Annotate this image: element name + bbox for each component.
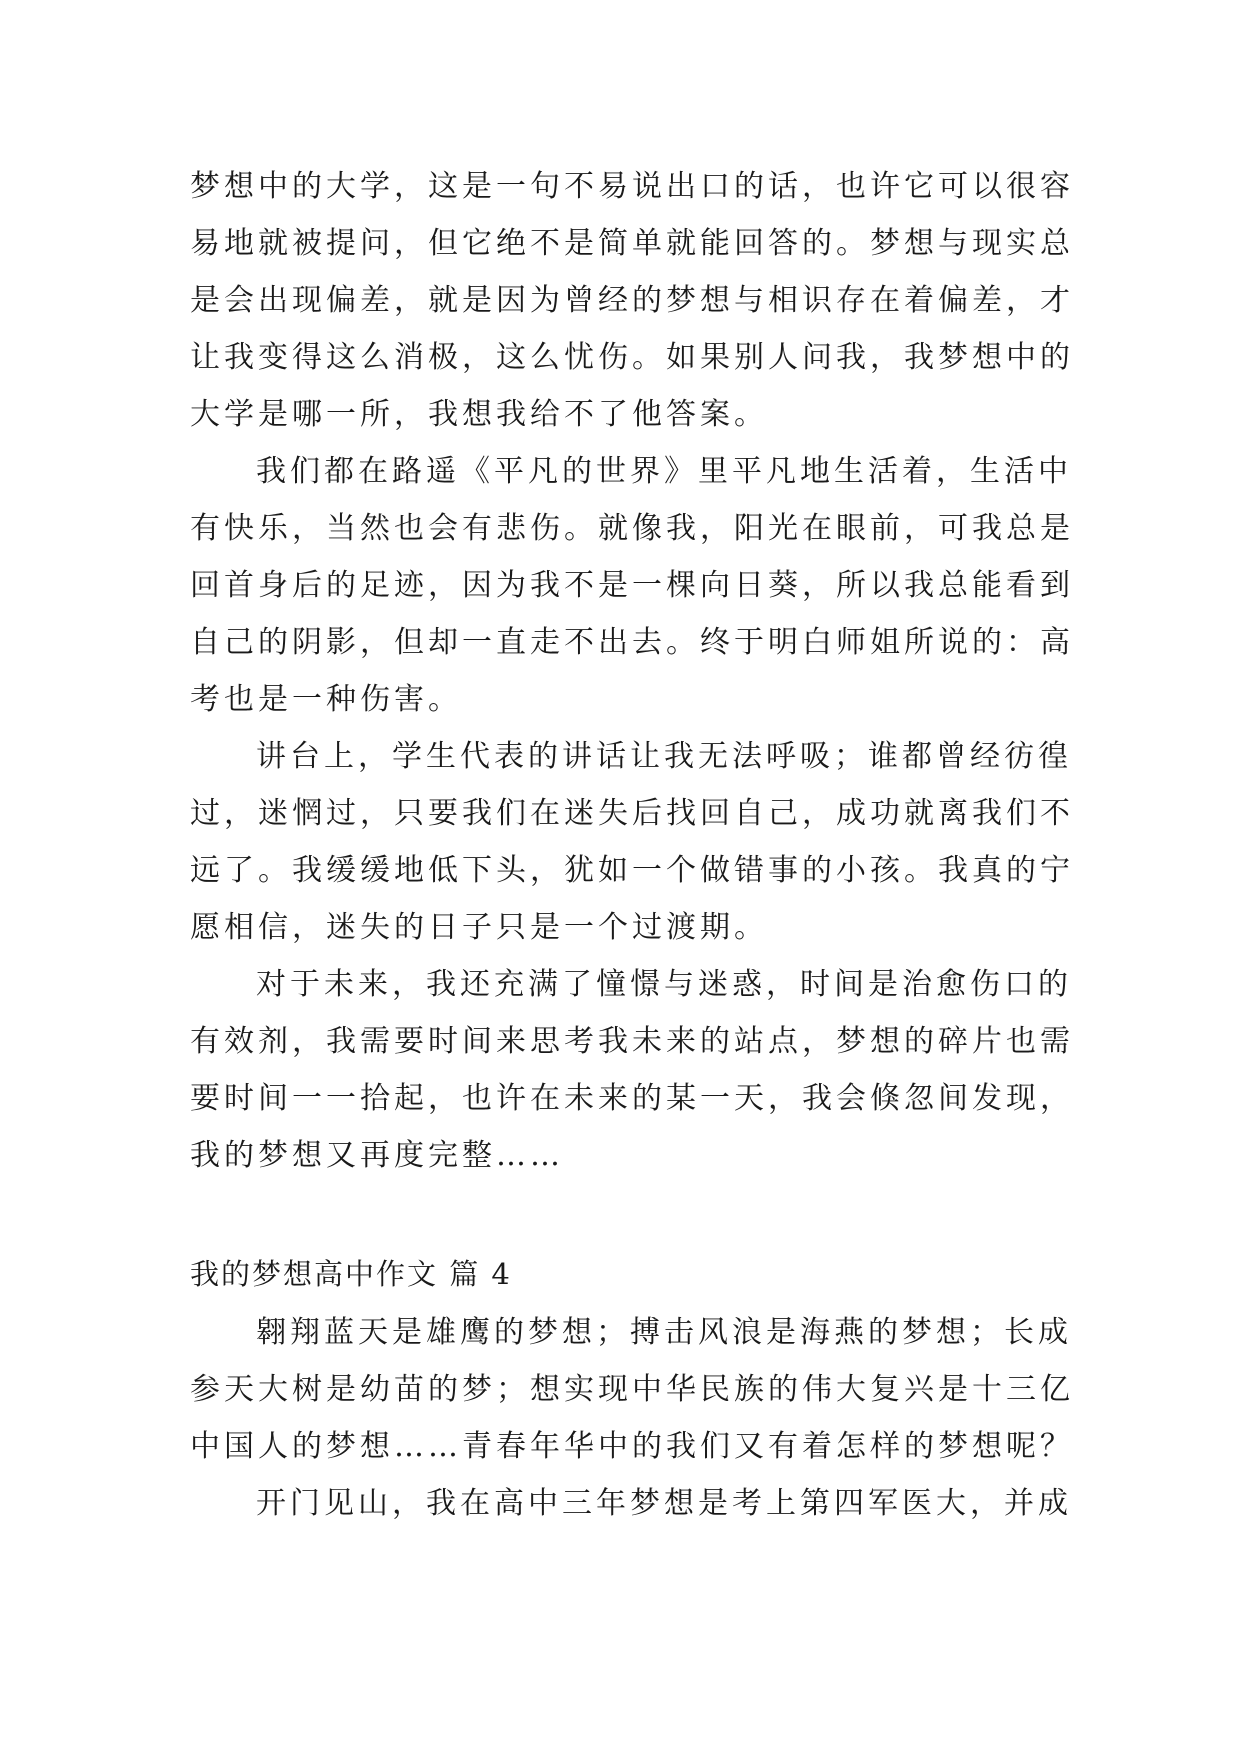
text-line: 梦想中的大学，这是一句不易说出口的话，也许它可以很容	[190, 169, 1074, 204]
section-heading: 我的梦想高中作文 篇 4	[190, 1257, 512, 1291]
section-paragraph-1	[190, 1304, 1074, 1475]
text-line-indented: 翱翔蓝天是雄鹰的梦想；搏击风浪是海燕的梦想；长成	[256, 1315, 1072, 1350]
text-line-indented: 讲台上，学生代表的讲话让我无法呼吸；谁都曾经彷徨	[256, 739, 1072, 774]
text-line: 自己的阴影，但却一直走不出去。终于明白师姐所说的：高	[190, 625, 1074, 660]
paragraph-3	[190, 728, 1074, 956]
text-line: 是会出现偏差，就是因为曾经的梦想与相识存在着偏差，才	[190, 283, 1074, 318]
text-line: 中国人的梦想……青春年华中的我们又有着怎样的梦想呢？	[190, 1429, 1074, 1464]
text-line: 要时间一一拾起，也许在未来的某一天，我会倏忽间发现，	[190, 1081, 1074, 1116]
text-line: 远了。我缓缓地低下头，犹如一个做错事的小孩。我真的宁	[190, 853, 1074, 888]
text-line: 有快乐，当然也会有悲伤。就像我，阳光在眼前，可我总是	[190, 511, 1074, 546]
paragraph-4	[190, 956, 1074, 1184]
text-line: 有效剂，我需要时间来思考我未来的站点，梦想的碎片也需	[190, 1024, 1074, 1059]
text-line: 回首身后的足迹，因为我不是一棵向日葵，所以我总能看到	[190, 568, 1074, 603]
text-line: 让我变得这么消极，这么忧伤。如果别人问我，我梦想中的	[190, 340, 1074, 375]
section-paragraph-2	[190, 1475, 1072, 1532]
text-line: 愿相信，迷失的日子只是一个过渡期。	[190, 910, 768, 945]
text-line: 过，迷惘过，只要我们在迷失后找回自己，成功就离我们不	[190, 796, 1074, 831]
text-line-indented: 开门见山，我在高中三年梦想是考上第四军医大，并成	[256, 1486, 1072, 1521]
text-line-indented: 对于未来，我还充满了憧憬与迷惑，时间是治愈伤口的	[256, 967, 1072, 1002]
text-line: 参天大树是幼苗的梦；想实现中华民族的伟大复兴是十三亿	[190, 1372, 1074, 1407]
paragraph-1	[190, 158, 1074, 443]
paragraph-2	[190, 443, 1074, 728]
text-line: 考也是一种伤害。	[190, 682, 462, 717]
document-body	[190, 158, 1074, 1532]
text-line: 易地就被提问，但它绝不是简单就能回答的。梦想与现实总	[190, 226, 1074, 261]
text-line: 我的梦想又再度完整……	[190, 1138, 564, 1173]
text-line-indented: 我们都在路遥《平凡的世界》里平凡地生活着，生活中	[256, 454, 1072, 489]
section-spacer	[190, 1184, 1060, 1244]
text-line: 大学是哪一所，我想我给不了他答案。	[190, 397, 768, 432]
